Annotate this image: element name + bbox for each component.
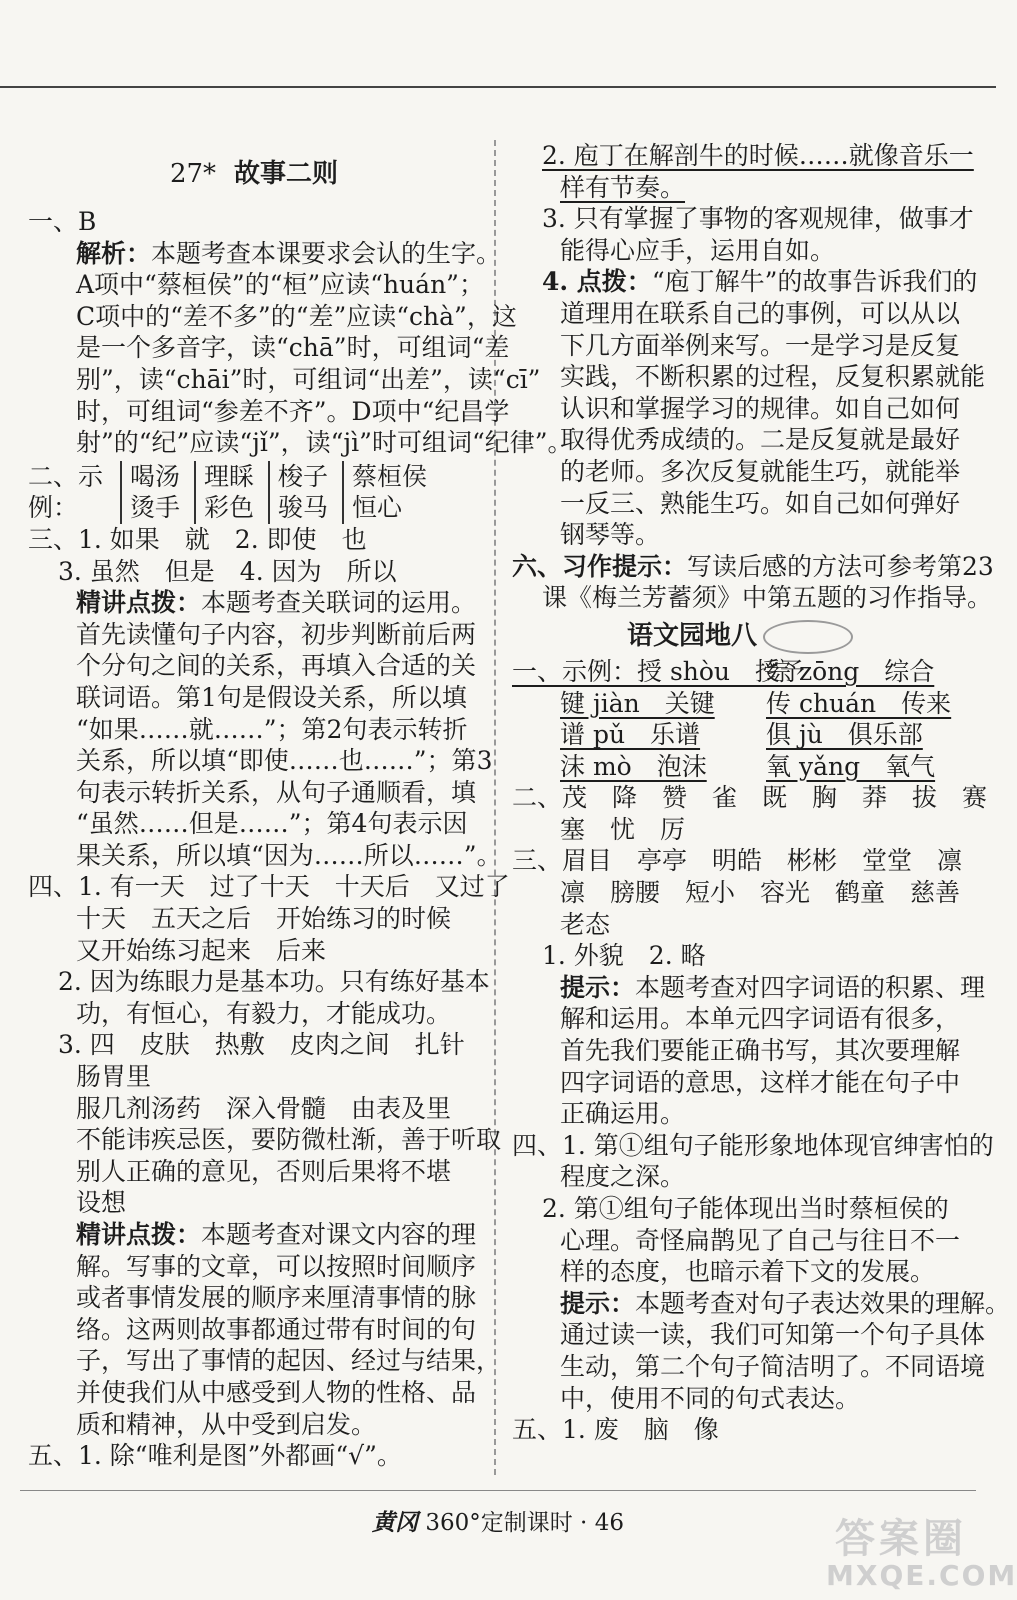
answer-line xyxy=(28,1061,480,1093)
answer-line xyxy=(28,587,480,619)
answer-line xyxy=(512,909,968,941)
vocab-list xyxy=(512,656,968,782)
answer-line xyxy=(28,1345,502,1377)
right-answers-2 xyxy=(512,782,1011,1445)
answer-text: 写读后感的方法可参考第23 xyxy=(687,551,994,581)
answer-text: 四、1. 第①组句子能形象地体现官绅害怕的 xyxy=(512,1130,994,1160)
answer-line xyxy=(28,206,480,238)
answer-text: 三、1. 如果 就 2. 即使 也 xyxy=(28,524,367,554)
answer-line xyxy=(512,266,978,298)
answer-text: 本题考查对四字词语的积累、理 xyxy=(635,972,986,1002)
watermark xyxy=(826,1516,1017,1593)
answer-text: 一反三、熟能生巧。如自己如何弹好 xyxy=(560,488,961,518)
word-pair xyxy=(268,461,328,524)
answer-text: 2. 庖丁在解剖牛的时候……就像音乐一 xyxy=(542,141,974,170)
vocab-row xyxy=(512,719,968,751)
answer-line xyxy=(28,1251,480,1283)
answer-text: 联词语。第1句是假设关系，所以填 xyxy=(76,682,467,712)
vocab-item: 一、示例：授 shòu 授予 xyxy=(512,656,806,686)
answer-text: 又开始练习起来 后来 xyxy=(76,935,327,965)
vocab-item: 键 jiàn 关键 xyxy=(560,688,715,718)
answer-line xyxy=(512,1383,968,1415)
answer-text: 质和精神，从中受到启发。 xyxy=(76,1409,377,1439)
answer-line xyxy=(512,424,968,456)
answer-line xyxy=(28,269,484,301)
answer-text: 1. 外貌 2. 略 xyxy=(542,941,706,971)
answer-text: “庖丁解牛”的故事告诉我们的 xyxy=(651,267,978,297)
lesson-title xyxy=(28,156,480,192)
left-answers-2 xyxy=(28,524,510,1472)
answer-text: 生动，第二个句子简洁明了。不同语境 xyxy=(560,1351,986,1381)
answer-text: 设想 xyxy=(76,1188,127,1218)
answer-line xyxy=(512,551,994,583)
answer-line xyxy=(28,1377,480,1409)
answer-text: 首先读懂句子内容，初步判断前后两 xyxy=(76,619,477,649)
answer-text: 十天 五天之后 开始练习的时候 xyxy=(76,904,452,934)
answer-text: 老态 xyxy=(560,909,611,939)
left-answers-1 xyxy=(28,206,573,459)
answer-text: 正确运用。 xyxy=(560,1099,686,1129)
answer-text: 钢琴等。 xyxy=(560,520,661,550)
answer-line xyxy=(28,998,480,1030)
answer-text: 实践，不断积累的过程，反复积累就能 xyxy=(560,362,986,392)
footer-brand: 黄冈 xyxy=(372,1509,419,1536)
answer-text: 功，有恒心，有毅力，才能成功。 xyxy=(76,998,452,1028)
page-number: 46 xyxy=(594,1510,624,1536)
answer-line xyxy=(512,330,968,362)
left-column xyxy=(28,140,573,1472)
lesson-title-text: 故事二则 xyxy=(234,159,339,189)
answer-line xyxy=(28,1156,480,1188)
answer-text: 本题考查对句子表达效果的理解。 xyxy=(635,1288,1011,1318)
answer-line xyxy=(512,298,968,330)
answer-text: 射”的“纪”应读“jǐ”，读“jì”时可组词“纪律”。 xyxy=(76,428,573,458)
answer-line xyxy=(28,238,502,270)
answer-line xyxy=(28,871,510,903)
answer-line xyxy=(28,966,490,998)
answer-line xyxy=(512,1130,994,1162)
answer-text: 3. 虽然 但是 4. 因为 所以 xyxy=(58,556,397,586)
answer-text: 心理。奇怪扁鹊见了自己与往日不一 xyxy=(560,1225,961,1255)
word: 理睬 xyxy=(204,461,255,491)
answer-text: 五、1. 除“唯利是图”外都画“√”。 xyxy=(28,1441,402,1471)
answer-line xyxy=(28,1409,480,1441)
answer-text: 2. 第①组句子能体现出当时蔡桓侯的 xyxy=(542,1194,949,1223)
answer-line xyxy=(28,1440,480,1472)
vocab-row xyxy=(512,688,968,720)
answer-line xyxy=(512,203,974,235)
answer-text: 句表示转折关系，从句子通顺看，填 xyxy=(76,777,477,807)
answer-line xyxy=(28,840,502,872)
vocab-item: 氧 yǎng 氧气 xyxy=(766,751,936,781)
answer-line xyxy=(512,140,974,172)
answer-label: 六、习作提示： xyxy=(512,551,688,581)
answer-text: 五、1. 废 脑 像 xyxy=(512,1415,719,1445)
answer-text: 果关系，所以填“因为……所以……”。 xyxy=(76,840,502,870)
top-rule xyxy=(0,86,996,88)
right-answers-1 xyxy=(512,140,994,614)
answer-label: 4. 点拨： xyxy=(542,267,652,297)
word-pair xyxy=(120,461,180,524)
q2-word-grid xyxy=(28,461,480,524)
answer-line xyxy=(512,972,986,1004)
answer-text: 四字词语的意思，这样才能在句子中 xyxy=(560,1067,961,1097)
answer-text: 程度之深。 xyxy=(560,1162,686,1192)
answer-line xyxy=(512,582,993,614)
vocab-item: 传 chuán 传来 xyxy=(766,688,952,718)
answer-label: 解析： xyxy=(76,238,152,268)
answer-label: 精讲点拨： xyxy=(76,588,202,618)
word: 烫手 xyxy=(130,492,181,522)
answer-text: 2. 因为练眼力是基本功。只有练好基本 xyxy=(58,967,490,997)
watermark-line2: MXQE.COM xyxy=(826,1559,1017,1593)
watermark-line1: 答案圈 xyxy=(835,1516,967,1563)
answer-text: 关系，所以填“即使……也……”；第3 xyxy=(76,746,493,776)
word: 梭子 xyxy=(278,461,329,491)
answer-line xyxy=(512,1035,968,1067)
q2-lead: 二、示例： xyxy=(28,461,104,523)
vocab-item: 谱 pǔ 乐谱 xyxy=(560,720,701,750)
lesson-number: 27* xyxy=(169,159,217,189)
answer-line xyxy=(28,682,480,714)
answer-text: 并使我们从中感受到人物的性格、品 xyxy=(76,1377,477,1407)
answer-line xyxy=(512,940,968,972)
answer-line xyxy=(512,1193,968,1225)
answer-line xyxy=(512,488,968,520)
answer-text: 取得优秀成绩的。二是反复就是最好 xyxy=(560,425,961,455)
answer-line xyxy=(512,519,968,551)
answer-text: 别”，读“chāi”时，可组词“出差”，读“cī” xyxy=(76,364,541,394)
answer-text: 3. 只有掌握了事物的客观规律，做事才 xyxy=(542,204,974,234)
answer-label: 精讲点拨： xyxy=(76,1220,202,1249)
answer-text: 能得心应手，运用自如。 xyxy=(560,235,836,265)
answer-text: 样的态度，也暗示着下文的发展。 xyxy=(560,1257,936,1287)
answer-text: 3. 四 皮肤 热敷 皮肉之间 扎针 xyxy=(58,1030,465,1060)
answer-text: 中，使用不同的句式表达。 xyxy=(560,1383,861,1413)
q2-cells xyxy=(120,461,441,524)
answer-text: 三、眉目 亭亭 明皓 彬彬 堂堂 凛 xyxy=(512,846,963,876)
answer-text: 本题考查对课文内容的理 xyxy=(201,1220,477,1249)
answer-line xyxy=(512,456,968,488)
answer-text: 下几方面举例来写。一是学习是反复 xyxy=(560,330,961,360)
bottom-rule xyxy=(20,1490,976,1491)
answer-line xyxy=(512,1414,968,1446)
answer-line xyxy=(28,808,480,840)
answer-line xyxy=(512,393,968,425)
word: 彩色 xyxy=(204,492,255,522)
answer-text: 络。这两则故事都通过带有时间的句 xyxy=(76,1314,477,1344)
answer-line xyxy=(28,427,573,459)
vocab-item: 俱 jù 俱乐部 xyxy=(766,720,923,750)
answer-line xyxy=(28,556,480,588)
answer-line xyxy=(28,714,480,746)
answer-line xyxy=(512,1161,968,1193)
answer-text: 肠胃里 xyxy=(76,1062,152,1092)
answer-line xyxy=(512,1225,968,1257)
word: 恒心 xyxy=(352,492,403,522)
answer-line xyxy=(28,332,510,364)
answer-line xyxy=(512,1351,986,1383)
answer-label: 提示： xyxy=(560,1288,636,1318)
answer-line xyxy=(28,524,480,556)
answer-line xyxy=(28,1124,502,1156)
answer-line xyxy=(28,396,510,428)
answer-text: 样有节奏。 xyxy=(560,172,686,202)
answer-line xyxy=(512,814,968,846)
answer-text: A项中“蔡桓侯”的“桓”应读“huán”； xyxy=(76,270,484,300)
answer-line xyxy=(28,1219,480,1251)
answer-line xyxy=(512,361,986,393)
right-column xyxy=(512,140,1011,1446)
vocab-item: 沫 mò 泡沫 xyxy=(560,751,707,781)
answer-text: 子，写出了事情的起因、经过与结果， xyxy=(76,1346,502,1376)
vocab-row xyxy=(512,751,968,783)
answer-text: 本题考查关联词的运用。 xyxy=(201,588,477,618)
answer-line xyxy=(28,1314,480,1346)
answer-line xyxy=(28,745,493,777)
answer-text: 别人正确的意见，否则后果将不堪 xyxy=(76,1156,452,1186)
answer-text: 二、茂 降 赞 雀 既 胸 莽 拔 赛 xyxy=(512,783,988,813)
answer-line xyxy=(512,1067,968,1099)
answer-text: 塞 忧 厉 xyxy=(560,814,686,844)
word-pair xyxy=(342,461,427,524)
answer-text: 的老师。多次反复就能生巧，就能举 xyxy=(560,456,961,486)
answer-line xyxy=(512,235,968,267)
answer-line xyxy=(28,1029,480,1061)
answer-text: “如果……就……”；第2句表示转折 xyxy=(76,714,468,744)
answer-line xyxy=(28,301,517,333)
section-title-text: 语文园地八 xyxy=(626,620,757,651)
answer-line xyxy=(28,1282,480,1314)
vocab-row xyxy=(512,656,968,688)
answer-text: 解。写事的文章，可以按照时间顺序 xyxy=(76,1251,477,1281)
answer-text: C项中的“差不多”的“差”应读“chà”，这 xyxy=(76,301,517,331)
answer-text: 本题考查本课要求会认的生字。 xyxy=(151,238,502,268)
answer-text: 道理用在联系自己的事例，可以从以 xyxy=(560,298,961,328)
answer-text: 解和运用。本单元四字词语有很多， xyxy=(560,1004,961,1034)
answer-line xyxy=(512,1256,968,1288)
answer-text: 时，可组词“参差不齐”。D项中“纪昌学 xyxy=(76,396,510,426)
answer-text: 凛 膀腰 短小 容光 鹤童 慈善 xyxy=(560,878,961,908)
answer-line xyxy=(28,650,480,682)
answer-line xyxy=(28,777,480,809)
answer-line xyxy=(512,1098,968,1130)
answer-text: 不能讳疾忌医，要防微杜渐，善于听取 xyxy=(76,1125,502,1155)
answer-text: 课《梅兰芳蓄须》中第五题的习作指导。 xyxy=(542,583,993,613)
footer-text: 360°定制课时 · xyxy=(425,1510,595,1536)
answer-text: 首先我们要能正确书写，其次要理解 xyxy=(560,1036,961,1066)
stamp-icon xyxy=(763,620,853,654)
answer-line xyxy=(512,845,968,877)
word-pair xyxy=(194,461,254,524)
answer-line xyxy=(512,877,968,909)
answer-line xyxy=(28,619,480,651)
answer-line xyxy=(512,1288,1011,1320)
answer-text: 是一个多音字，读“chā”时，可组词“差 xyxy=(76,333,510,363)
answer-text: 通过读一读，我们可知第一个句子具体 xyxy=(560,1320,986,1350)
answer-text: 或者事情发展的顺序来厘清事情的脉 xyxy=(76,1283,477,1313)
word: 蔡桓侯 xyxy=(352,461,428,491)
answer-text: 服几剂汤药 深入骨髓 由表及里 xyxy=(76,1093,452,1123)
answer-text: 认识和掌握学习的规律。如自己如何 xyxy=(560,393,961,423)
answer-line xyxy=(512,1003,968,1035)
answer-line xyxy=(512,782,988,814)
section-title xyxy=(512,618,968,654)
answer-text: 个分句之间的关系，再填入合适的关 xyxy=(76,651,477,681)
answer-text: 一、B xyxy=(28,207,97,236)
word: 骏马 xyxy=(278,492,329,522)
answer-line xyxy=(28,1187,480,1219)
answer-line xyxy=(512,1319,986,1351)
answer-text: “虽然……但是……”；第4句表示因 xyxy=(76,809,468,839)
answer-line xyxy=(28,935,480,967)
answer-line xyxy=(28,1093,480,1125)
word: 喝汤 xyxy=(130,461,181,491)
answer-line xyxy=(512,172,968,204)
vocab-item: 综 zōng 综合 xyxy=(766,656,935,686)
answer-label: 提示： xyxy=(560,972,636,1002)
answer-line xyxy=(28,364,541,396)
answer-line xyxy=(28,903,480,935)
answer-text: 四、1. 有一天 过了十天 十天后 又过了 xyxy=(28,872,510,902)
